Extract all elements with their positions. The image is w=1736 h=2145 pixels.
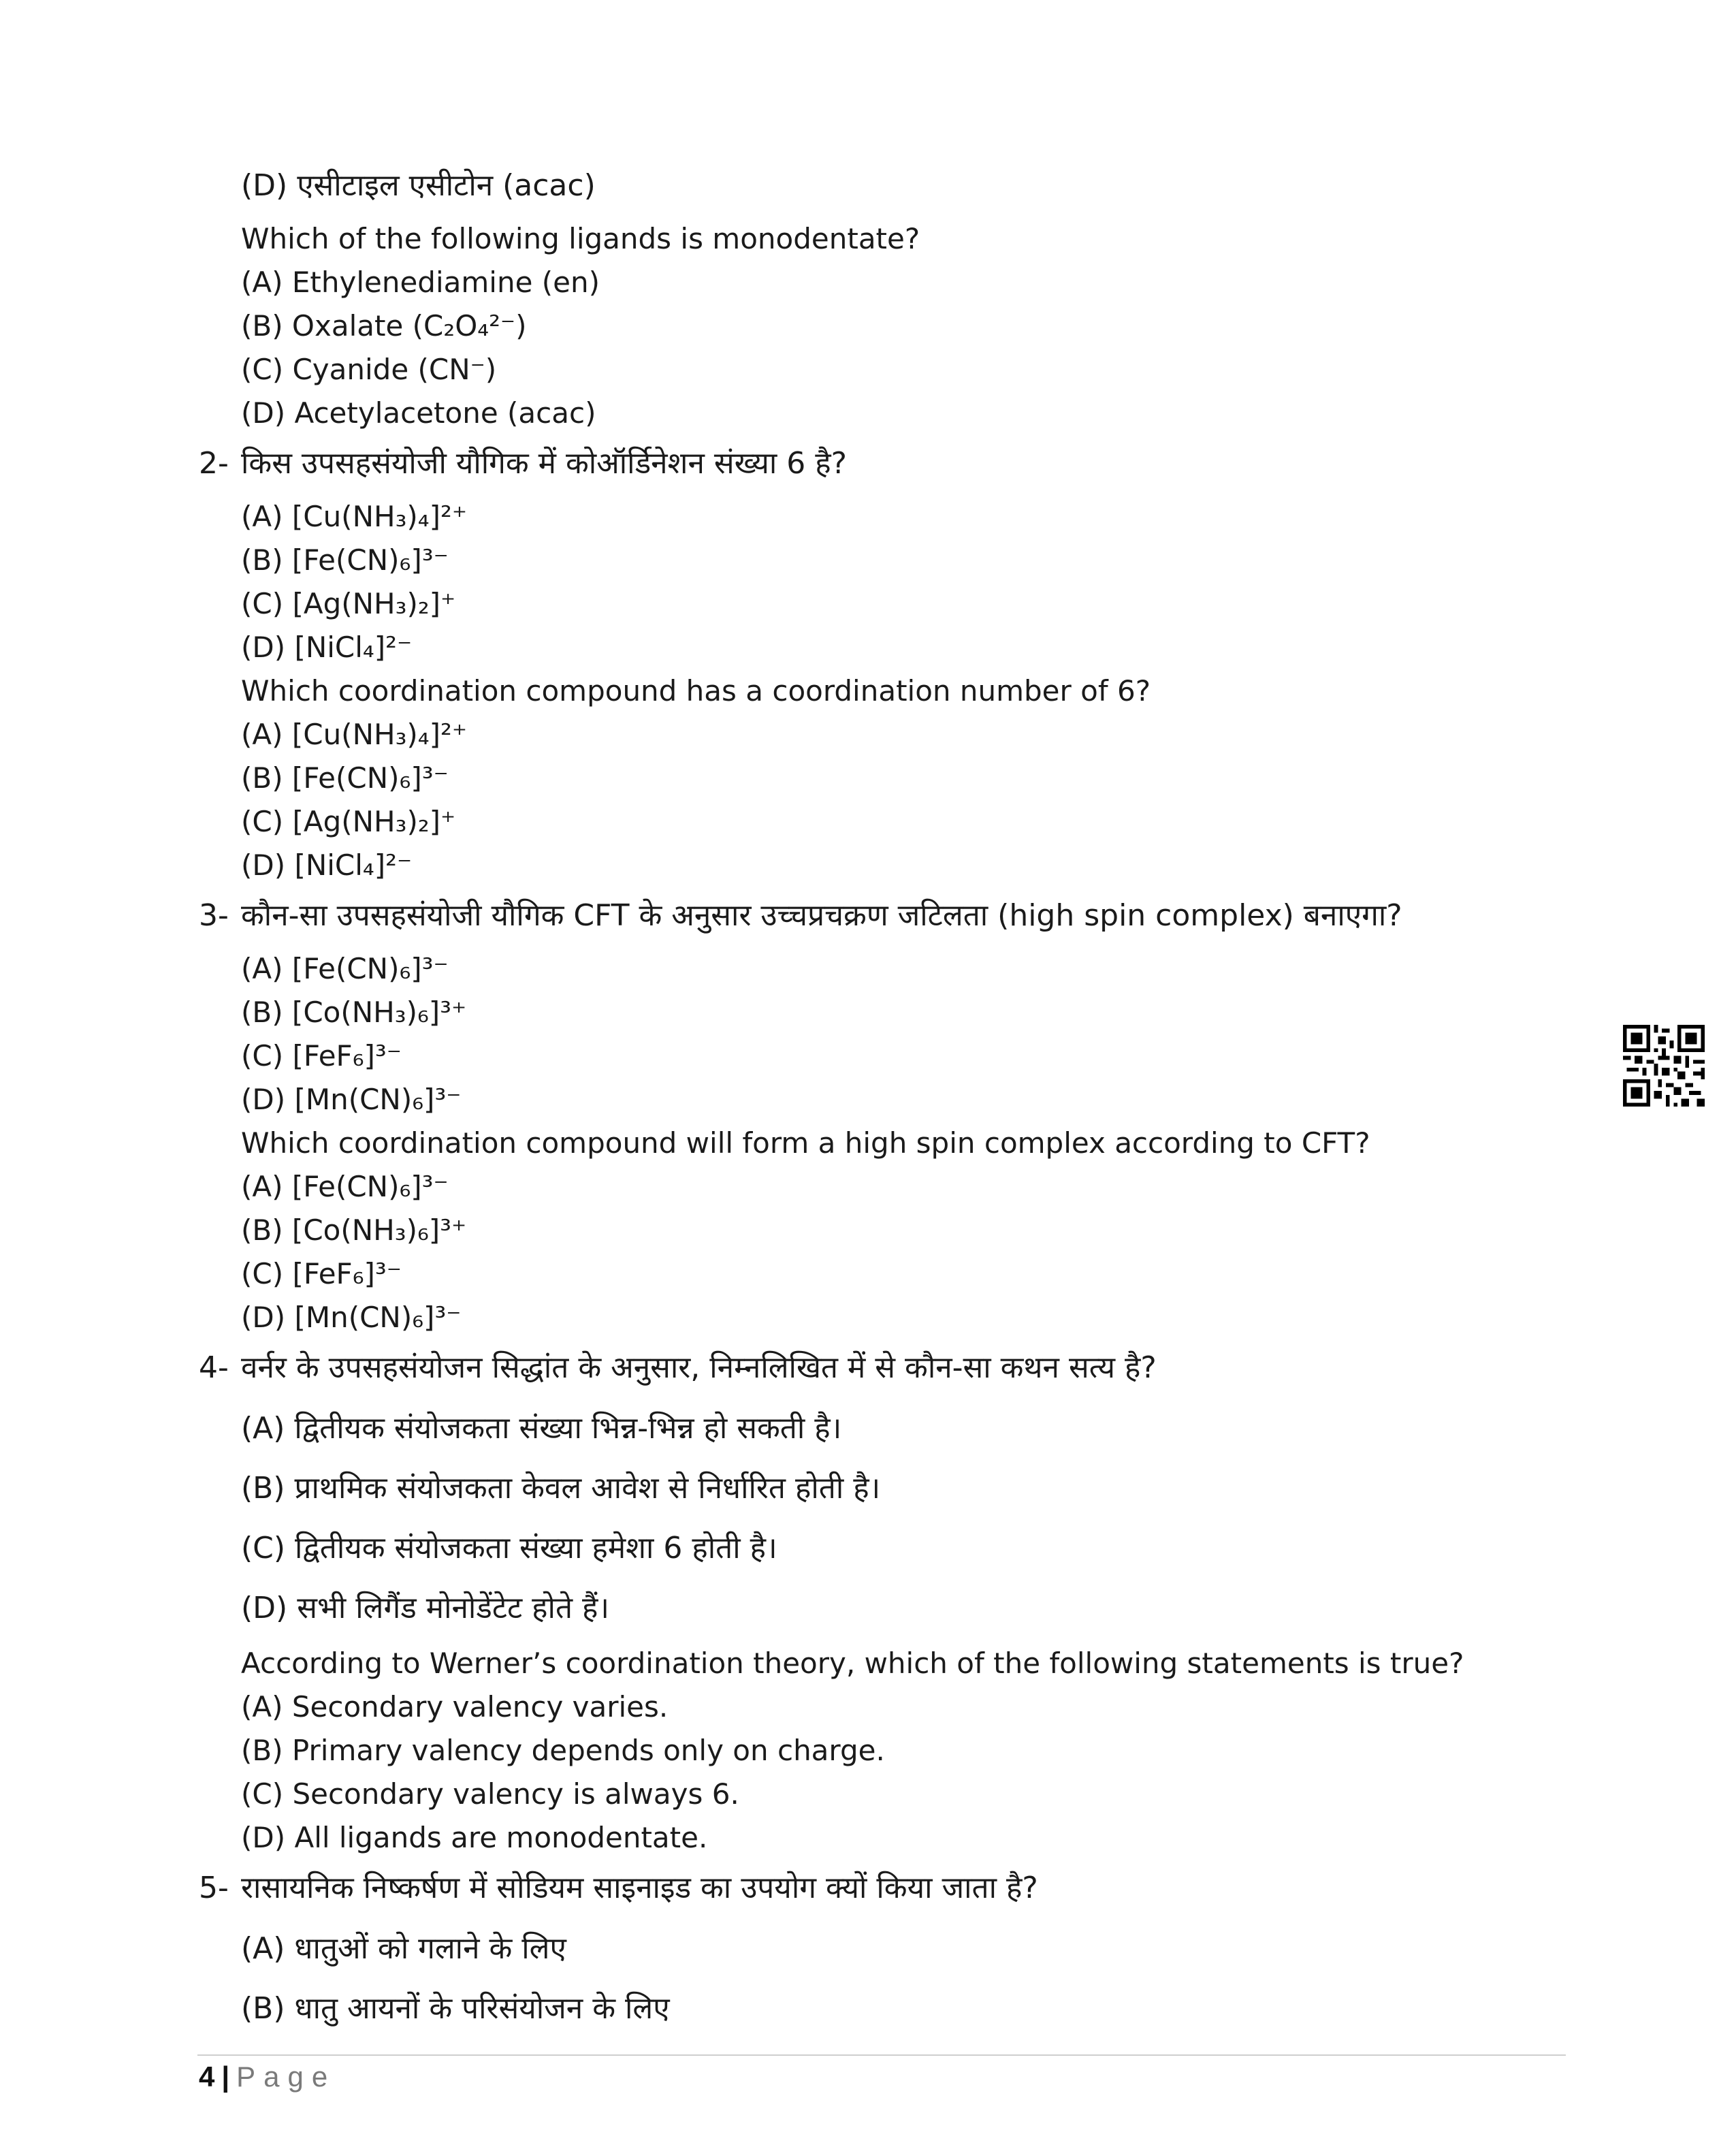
qr-code-icon bbox=[1623, 1025, 1705, 1107]
footer-separator: | bbox=[221, 2061, 230, 2093]
q4-number: 4- bbox=[199, 1350, 229, 1385]
q5-number: 5- bbox=[199, 1871, 229, 1905]
page-label: Page bbox=[236, 2061, 336, 2093]
q3-number: 3- bbox=[199, 898, 229, 933]
page-number: 4 bbox=[199, 2061, 215, 2093]
document-page: (D) एसीटाइल एसीटोन (acac) Which of the following ligands is monodentate? (A) Ethylenediamine (en) (B) Oxalate (C₂O₄²⁻) (C) Cyanide (CN⁻) (D) Acetylacetone (acac) 2- किस उपसहसंयोजी यौगिक में कोऑर्डिनेशन संख्या 6 है? (A) [Cu(NH₃)₄]²⁺ (B) [Fe(CN)₆]³⁻ (C) [Ag(NH₃)₂]⁺ (D) [NiCl₄]²⁻ Which coordination compound has a coordination number of 6? (A) [Cu(NH₃)₄]²⁺ (B) [Fe(CN)₆]³⁻ (C) [Ag(NH₃)₂]⁺ (D) [NiCl₄]²⁻ 3- कौन-सा उपसहसंयोजी यौगिक CFT के अनुसार उच्चप्रचक्रण जटिलता (high spin complex) बनाएगा? (A) [Fe(CN)₆]³⁻ (B) [Co(NH₃)₆]³⁺ (C) [FeF₆]³⁻ (D) [Mn(CN)₆]³⁻ Which coordination compound will form a high spin complex according to CFT? (A) [Fe(CN)₆]³⁻ (B) [Co(NH₃)₆]³⁺ (C) [FeF₆]³⁻ (D) [Mn(CN)₆]³⁻ 4- वर्नर के उपसहसंयोजन सिद्धांत के अनुसार, निम्नलिखित में से कौन-सा कथन सत्य है? (A) द्वितीयक संयोजकता संख्या भिन्न-भिन्न हो सकती है। (B) प्राथमिक संयोजकता केवल आवेश से निर्धारित होती है। (C) द्वितीयक संयोजकता संख्या हमेशा 6 होती है। (D) सभी लिगैंड मोनोडेंटेट होते हैं। According to Werner’s coordination theory, which of the following statements is true? (A) Secondary valency varies. (B) Primary valency depends only on charge. (C) Secondary valency is always 6. (D) All ligands are monodentate. 5- रासायनिक निष्कर्षण में सोडियम साइनाइड का उपयोग क्यों किया जाता है? (A) धातुओं को गलाने के लिए (B) धातु आयनों के परिसंयोजन के लिए 4 | Page bbox=[0, 0, 1736, 2145]
page-footer bbox=[199, 2056, 336, 2097]
q2-number: 2- bbox=[199, 446, 229, 481]
footer-divider bbox=[197, 2054, 1566, 2056]
